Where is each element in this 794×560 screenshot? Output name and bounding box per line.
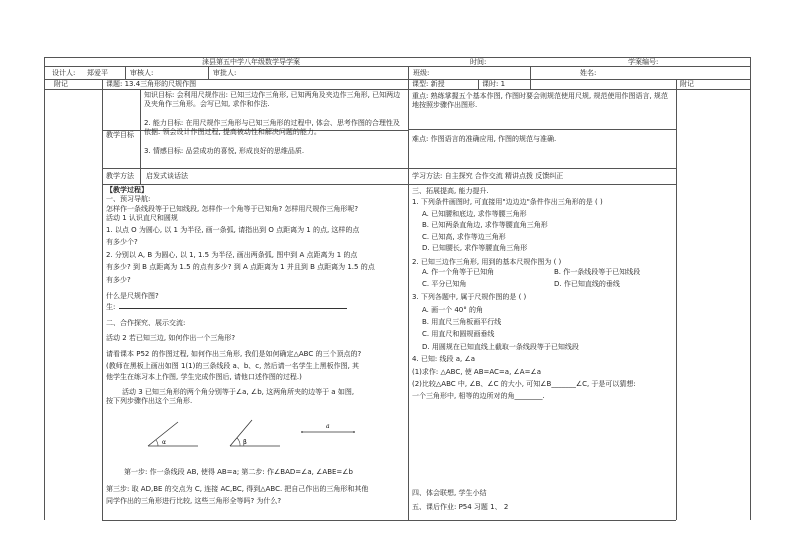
q2-option-c: C. 平分已知角 — [422, 280, 467, 289]
teaching-process — [106, 186, 406, 407]
angle-figure — [140, 418, 370, 450]
q1-option-b: B. 已知两条直角边, 求作等腰直角三角形 — [422, 221, 548, 230]
learning-method: 学习方法: 自主探究 合作交流 精讲点拨 反馈纠正 — [412, 172, 564, 180]
ability-objective: 2. 能力目标: 在用尺规作三角形与已知三角形的过程中, 体会、思考作图的合理性及依据. 领会设计作图过程, 提高被动性和解决问题的能力。 — [144, 119, 400, 137]
segment-a-end — [353, 431, 355, 433]
angle-beta-arc — [237, 438, 240, 446]
grid-line — [676, 79, 677, 520]
process-title: 【教学过程】 — [106, 186, 148, 194]
teaching-method-value: 启发式谈话法 — [146, 172, 188, 180]
q2-option-a: A. 作一个角等于已知角 — [422, 268, 495, 277]
school-title: 涞县第五中学八年级数学导学案 — [202, 58, 300, 66]
q3-option-c: C. 用直尺和圆规画垂线 — [422, 330, 495, 339]
objectives-label: 教学目标 — [106, 131, 134, 139]
angle-alpha-arc — [156, 440, 158, 446]
notes-right-label: 附记 — [680, 80, 694, 88]
grid-line — [44, 57, 45, 520]
extension-section — [412, 187, 674, 401]
q3-option-d: D. 用圆规在已知直线上截取一条线段等于已知线段 — [422, 342, 579, 351]
section-homework: 五、课后作业: P54 习题 1、 2 — [412, 503, 509, 511]
angle-beta-ray — [230, 420, 252, 446]
section-extension: 三、拓展提高, 能力提升. — [412, 187, 489, 195]
question-2: 2. 已知三边作三角形, 用到的基本尺规作图为 ( ) — [412, 257, 562, 266]
activity-1-q2-line2: 有多少? 到 B 点距离为 1.5 的点有多少? 到 A 点距离为 1 并且到 B 点距离为 1.5 的点 — [106, 263, 375, 272]
construction-steps — [106, 468, 406, 506]
lesson-period: 课时: 1 — [482, 80, 506, 88]
grid-line — [408, 129, 676, 130]
grid-line — [530, 66, 531, 89]
activity-1-title: 活动 1 认识直尺和圆规 — [106, 214, 178, 223]
lesson-topic: 课题: 13.4三角形的尺规作图 — [106, 80, 197, 88]
grid-line — [102, 184, 676, 185]
grid-line — [102, 168, 676, 169]
activity-2-title: 活动 2 若已知三边, 如何作出一个三角形? — [106, 334, 236, 343]
step-1-2: 第一步: 作一条线段 AB, 使得 AB=a; 第二步: 作∠BAD=∠a, ∠ABE=∠b — [124, 468, 353, 476]
q1-option-d: D. 已知腰长, 求作等腰直角三角形 — [422, 244, 528, 253]
q4-part-2-line2: 一个三角形中, 相等的边所对的角________. — [412, 391, 545, 400]
student-label: 生: — [106, 303, 116, 312]
answer-blank — [119, 301, 347, 309]
activity-2-note-line2: 他学生在练习本上作图, 学生完成作图后, 请他口述作图的过程.) — [106, 372, 302, 381]
reviewer-label: 审核人: — [130, 69, 154, 77]
q2-options-row-2 — [412, 280, 674, 292]
step-3-line2: 同学作出的三角形进行比较, 这些三角形全等吗? 为什么? — [106, 496, 282, 505]
activity-1-q2-line1: 2. 分别以 A, B 为圆心, 以 1, 1.5 为半径, 画出两条弧, 图中到 A 点距离为 1 的点 — [106, 250, 358, 259]
q1-option-c: C. 已知高, 求作等边三角形 — [422, 232, 506, 241]
difficulty: 难点: 作图语言的准确应用, 作图的规范与准确. — [412, 135, 557, 143]
activity-1-q1-line2: 有多少个? — [106, 238, 138, 247]
lesson-type: 课型: 新授 — [412, 80, 445, 88]
q3-option-b: B. 用直尺三角板画平行线 — [422, 317, 502, 326]
q4-part-1: (1)求作: △ABC, 使 AB=AC=a, ∠A=∠a — [412, 367, 542, 376]
plan-number-label: 学案编号: — [628, 58, 659, 66]
q2-option-b: B. 作一条线段等于已知线段 — [554, 268, 641, 277]
activity-1-q1-line1: 1. 以点 O 为圆心, 以 1 为半径, 画一条弧, 请指出到 O 点距离为 1 的点, 这样的点 — [106, 225, 360, 234]
grid-line — [125, 66, 126, 79]
preview-question: 怎样作一条线段等于已知线段, 怎样作一个角等于已知角? 怎样用尺规作三角形呢? — [106, 204, 359, 213]
segment-a-label: a — [326, 423, 330, 430]
key-points: 重点: 熟练掌握五个基本作图, 作图时要会则规范使用尺规, 规范使用作图语言, 规范地按照步骤作出图形. — [412, 92, 668, 110]
grid-line — [140, 89, 141, 184]
name-label: 姓名: — [580, 69, 597, 77]
emotion-objective: 3. 情感目标: 品尝成功的喜悦, 形成良好的思维品质. — [144, 147, 305, 155]
segment-a-start — [301, 431, 303, 433]
activity-2-note-line1: (教师在黑板上画出如图 1(1)的三条线段 a、b、c, 然后请一名学生上黑板作图, 其 — [106, 362, 360, 371]
q2-option-d: D. 作已知直线的垂线 — [554, 280, 620, 289]
activity-3-line1: 活动 3 已知三角形的两个角分别等于∠a, ∠b, 这两角所夹的边等于 a 如图, — [122, 388, 355, 396]
section-preview: 一、预习导航: — [106, 195, 151, 204]
time-label: 时间: — [470, 58, 487, 66]
q2-options-row-1 — [412, 268, 674, 280]
teaching-method-label: 教学方法 — [106, 172, 134, 180]
section-cooperation: 二、合作探究、展示交流: — [106, 318, 186, 327]
question-3: 3. 下列各题中, 属于尺规作图的是 ( ) — [412, 293, 527, 302]
activity-1-q2-line3: 有多少? — [106, 275, 131, 284]
grid-line — [102, 520, 676, 521]
designer-label: 设计人: — [52, 69, 76, 77]
grid-line — [478, 79, 479, 89]
q4-part-2-line1: (2)比较△ABC 中, ∠B、∠C 的大小, 可知∠B_______∠C, 于是可以猜想: — [412, 380, 636, 389]
student-answer-line — [106, 301, 406, 312]
step-3-line1: 第三步: 取 AD,BE 的交点为 C, 连接 AC,BC, 得到△ABC. 把自己作出的三角形和其他 — [106, 485, 369, 494]
class-label: 班级: — [413, 69, 430, 77]
ruler-question: 什么是尺规作图? — [106, 291, 159, 300]
grid-line — [408, 66, 409, 520]
q1-option-a: A. 已知腰和底边, 求作等腰三角形 — [422, 209, 527, 218]
knowledge-objective: 知识目标: 会利用尺规作出: 已知三边作三角形, 已知两角及夹边作三角形, 已知两边及夹角作三角形。会写已知, 求作和作法. — [144, 91, 401, 109]
question-4: 4. 已知: 线段 a, ∠a — [412, 355, 476, 364]
grid-line — [102, 79, 103, 520]
notes-left-label: 附记 — [54, 80, 68, 88]
designer-name: 郑爱平 — [87, 69, 108, 77]
question-1: 1. 下列条件画图时, 可直接用"边边边"条件作出三角形的是 ( ) — [412, 198, 603, 207]
grid-line — [750, 57, 751, 520]
activity-3-line2: 按下列步骤作出这个三角形. — [106, 397, 193, 406]
section-summary: 四、体会联想, 学生小结 — [412, 489, 487, 497]
activity-2-read: 请看课本 P52 的作图过程, 如何作出三角形, 我们是如何确定△ABC 的三个顶点的? — [106, 349, 362, 358]
angle-alpha-label: α — [162, 439, 166, 446]
approver-label: 审批人: — [213, 69, 237, 77]
grid-line — [208, 66, 209, 79]
angle-beta-label: β — [243, 439, 247, 446]
q3-option-a: A. 画一个 40° 的角 — [422, 305, 483, 314]
